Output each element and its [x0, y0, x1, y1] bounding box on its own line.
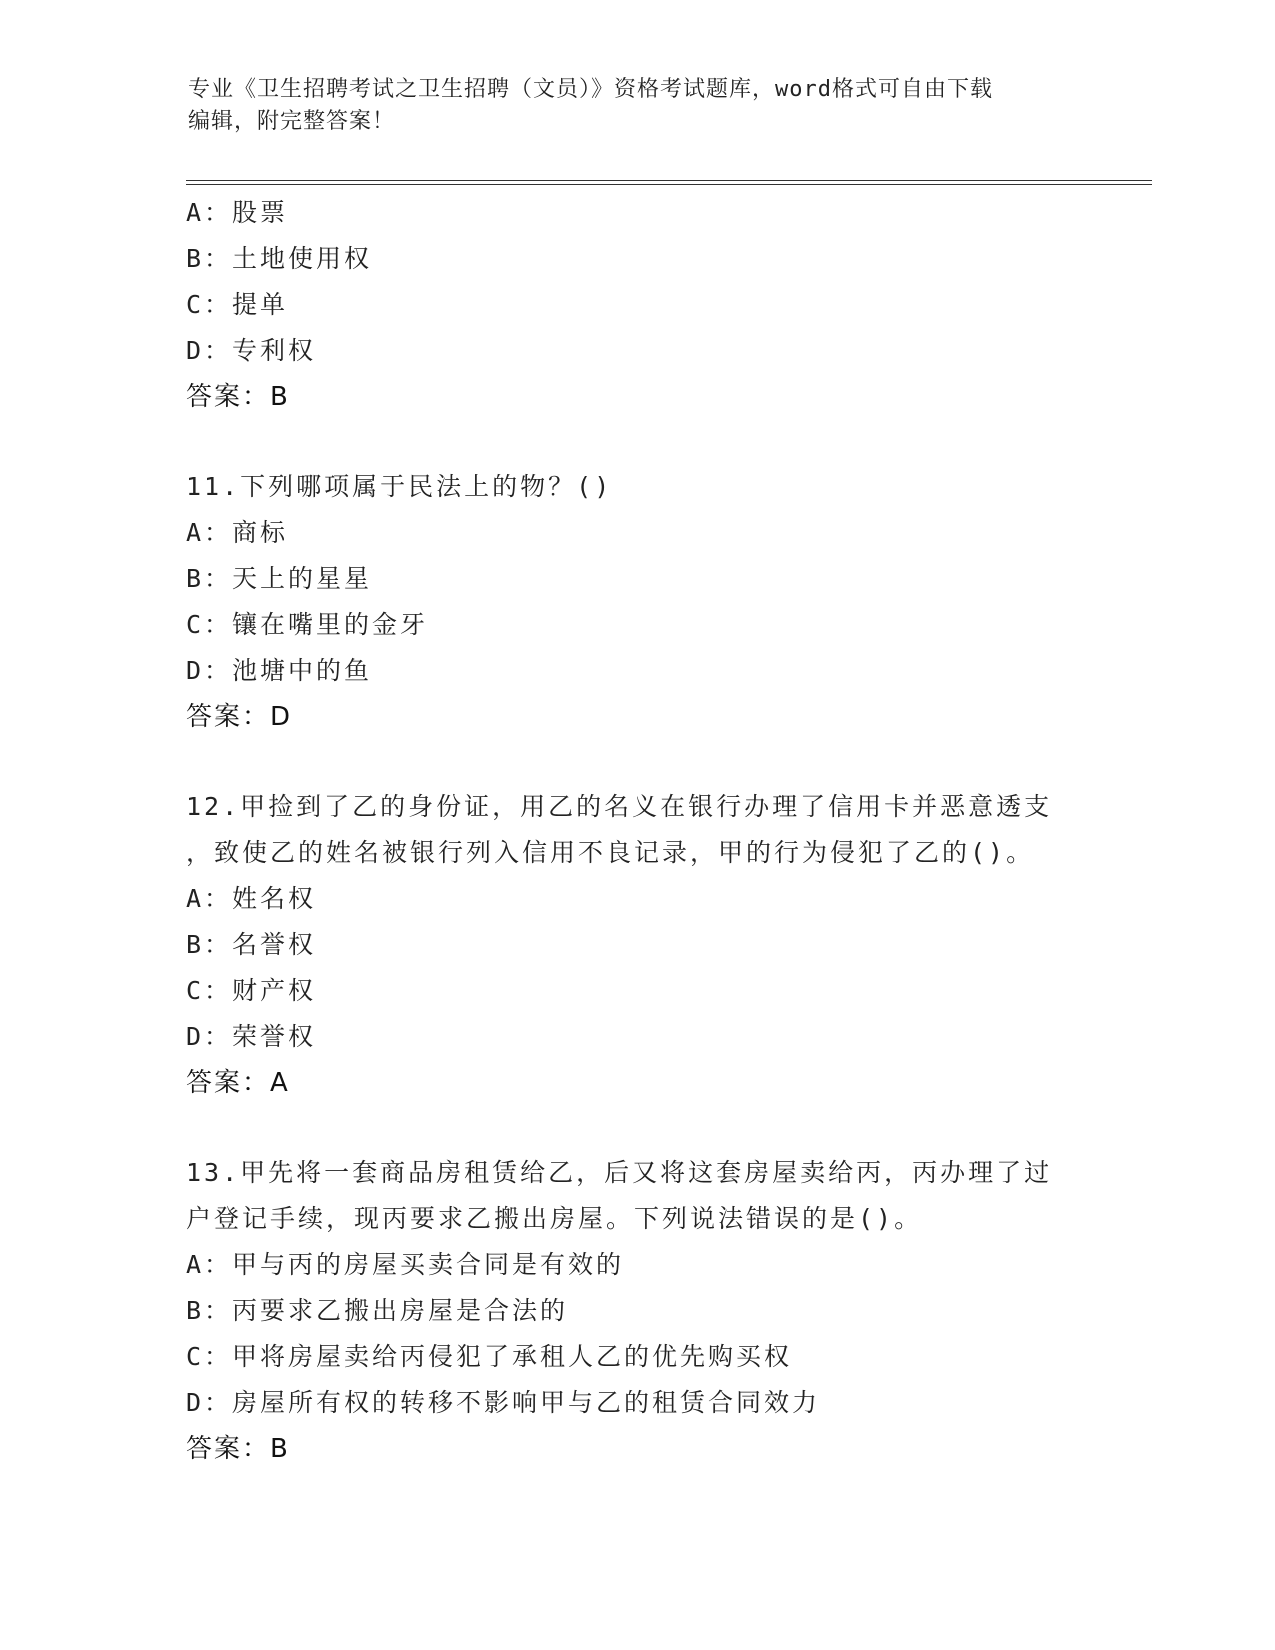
option-d: D：房屋所有权的转移不影响甲与乙的租赁合同效力 [186, 1388, 821, 1417]
option-d: D：专利权 [186, 336, 317, 365]
question-stem: 11.下列哪项属于民法上的物？() [186, 472, 613, 501]
option-a: A：股票 [186, 198, 289, 227]
question-carryover [186, 190, 1086, 420]
question-13 [186, 1150, 1086, 1472]
header-divider-bottom [186, 184, 1152, 185]
option-c: C：镶在嘴里的金牙 [186, 610, 429, 639]
option-d: D：荣誉权 [186, 1022, 317, 1051]
page-header [188, 74, 1088, 138]
answer-line: 答案：D [186, 702, 293, 732]
option-a: A：姓名权 [186, 884, 317, 913]
header-divider-top [186, 180, 1152, 181]
option-c: C：提单 [186, 290, 289, 319]
question-list [186, 190, 1086, 1472]
option-a: A：商标 [186, 518, 289, 547]
question-stem-line-1: 13.甲先将一套商品房租赁给乙，后又将这套房屋卖给丙，丙办理了过 [186, 1158, 1053, 1187]
option-a: A：甲与丙的房屋买卖合同是有效的 [186, 1250, 625, 1279]
option-d: D：池塘中的鱼 [186, 656, 373, 685]
answer-line: 答案：B [186, 382, 290, 412]
header-line-1: 专业《卫生招聘考试之卫生招聘（文员）》资格考试题库，word格式可自由下载 [188, 77, 993, 102]
question-stem-line-2: 户登记手续，现丙要求乙搬出房屋。下列说法错误的是()。 [186, 1204, 923, 1233]
question-stem-line-2: ，致使乙的姓名被银行列入信用不良记录，甲的行为侵犯了乙的()。 [186, 838, 1035, 867]
option-c: C：甲将房屋卖给丙侵犯了承租人乙的优先购买权 [186, 1342, 793, 1371]
option-b: B：土地使用权 [186, 244, 373, 273]
option-b: B：天上的星星 [186, 564, 373, 593]
header-line-2: 编辑，附完整答案！ [188, 109, 396, 134]
option-b: B：名誉权 [186, 930, 317, 959]
answer-line: 答案：B [186, 1434, 290, 1464]
question-11 [186, 464, 1086, 740]
question-stem-line-1: 12.甲捡到了乙的身份证，用乙的名义在银行办理了信用卡并恶意透支 [186, 792, 1053, 821]
answer-line: 答案：A [186, 1068, 290, 1098]
option-b: B：丙要求乙搬出房屋是合法的 [186, 1296, 569, 1325]
option-c: C：财产权 [186, 976, 317, 1005]
question-12 [186, 784, 1086, 1106]
